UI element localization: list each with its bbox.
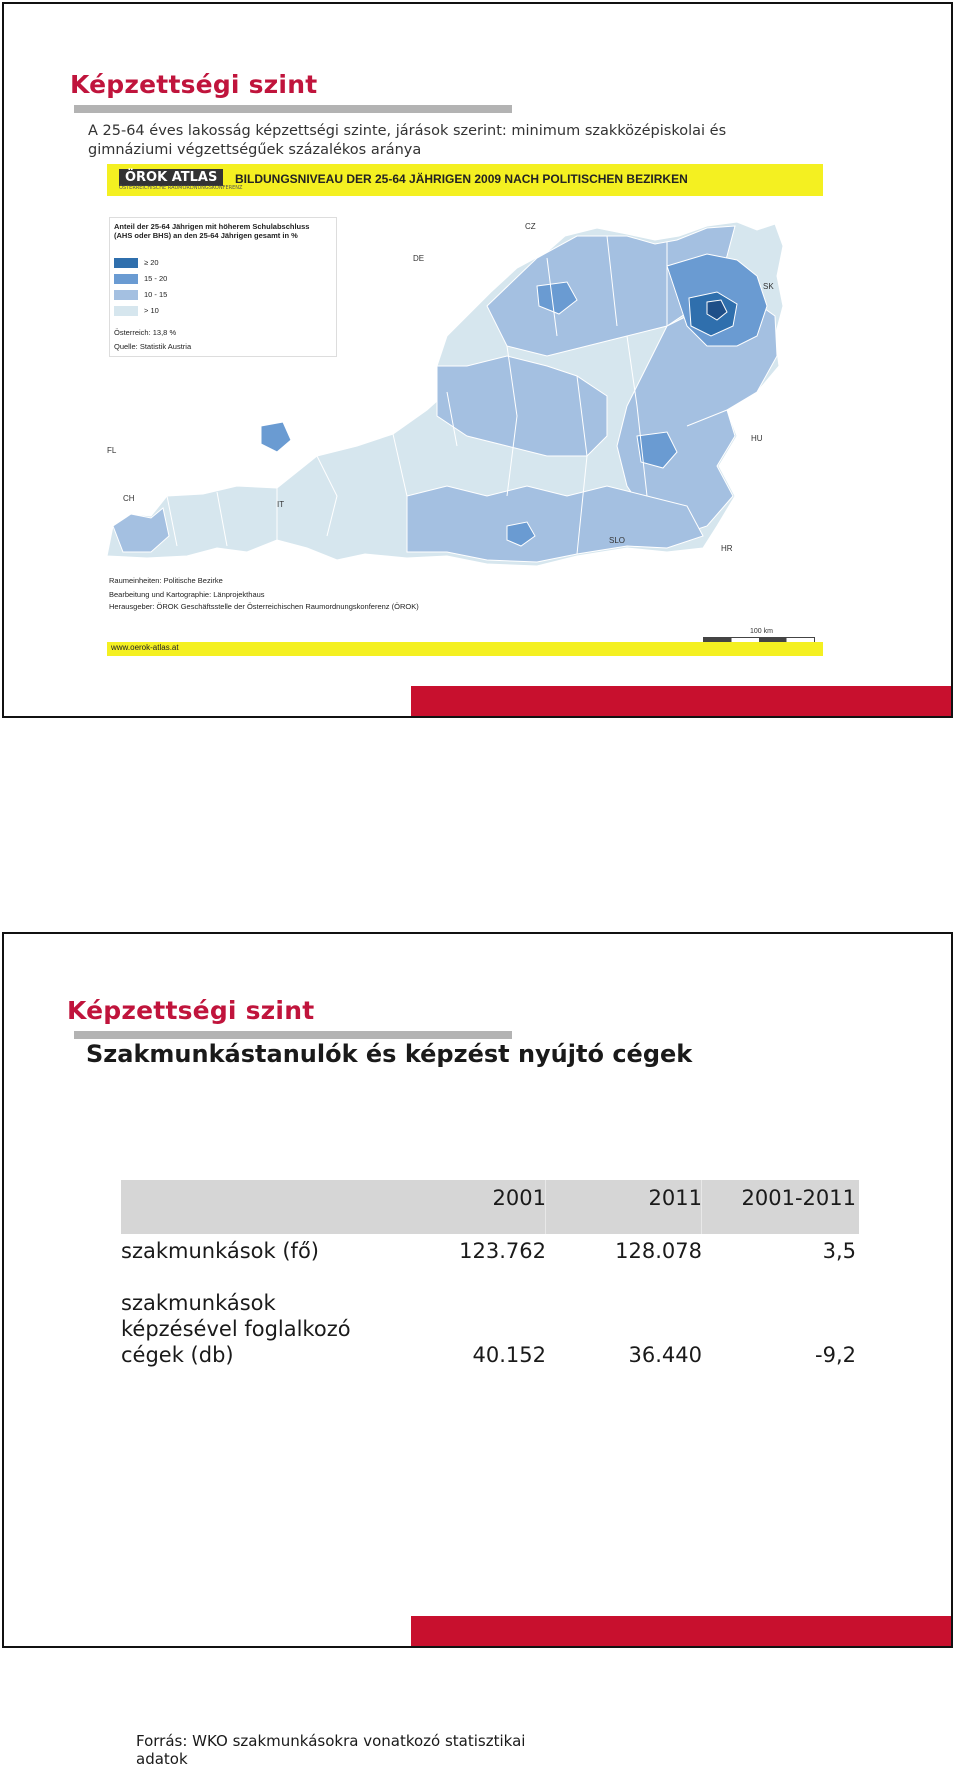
table-cell: -9,2 (815, 1343, 856, 1367)
austria-average: Österreich: 13,8 % (114, 328, 177, 337)
column-header: 2001-2011 (741, 1186, 856, 1210)
region-innsbruck (261, 422, 291, 452)
map-footer-publisher: Herausgeber: ÖROK Geschäftsstelle der Österreichischen Raumordnungskonferenz (ÖROK) (109, 602, 419, 611)
legend-title: Anteil der 25-64 Jährigen mit höherem Schulabschluss (AHS oder BHS) an den 25-64 Jährigen gesamt in % (114, 222, 310, 240)
map-legend (109, 217, 337, 357)
title-underline (74, 105, 512, 113)
map-footer-units: Raumeinheiten: Politische Bezirke (109, 576, 223, 585)
legend-label: > 10 (144, 306, 159, 315)
legend-swatch (114, 274, 138, 284)
row-label-line: képzésével foglalkozó (121, 1317, 351, 1341)
country-label: CH (123, 494, 135, 503)
scale-label: 100 km (750, 628, 773, 635)
slide-2 (2, 932, 953, 1768)
country-label: HU (751, 434, 763, 443)
slide-1 (2, 2, 953, 718)
map-footer-cartography: Bearbeitung und Kartographie: Länprojekthaus (109, 590, 265, 599)
row-label: szakmunkások (fő) (121, 1239, 319, 1263)
table-cell: 128.078 (615, 1239, 702, 1263)
legend-swatch (114, 258, 138, 268)
column-header: 2001 (492, 1186, 546, 1210)
legend-label: 10 - 15 (144, 290, 168, 299)
map-header (107, 164, 823, 196)
legend-label: ≥ 20 (144, 258, 159, 267)
country-label: HR (721, 544, 733, 553)
legend-swatch (114, 290, 138, 300)
source-note: Forrás: WKO szakmunkásokra vonatkozó statisztikai adatok (136, 1732, 526, 1768)
legend-item (114, 274, 167, 285)
table-cell: 40.152 (472, 1343, 546, 1367)
table-cell: 123.762 (459, 1239, 546, 1263)
legend-swatch (114, 306, 138, 316)
table-title: Szakmunkástanulók és képzést nyújtó cégek (86, 1040, 693, 1068)
table-cell: 36.440 (628, 1343, 702, 1367)
orok-logo: ÖROK ATLAS (119, 169, 223, 186)
country-label: DE (413, 254, 425, 263)
row-label-line: cégek (db) (121, 1343, 234, 1367)
accent-bar (411, 1616, 951, 1646)
title-underline (74, 1031, 512, 1039)
slide-subtitle: A 25-64 éves lakosság képzettségi szinte, járások szerint: minimum szakközépiskolai és gimnáziumi végzettségűek százalékos aránya (88, 123, 727, 158)
column-header: 2011 (648, 1186, 702, 1210)
orok-logo-subtitle: ÖSTERREICHISCHE RAUMORDNUNGSKONFERENZ (119, 185, 243, 191)
map-title: BILDUNGSNIVEAU DER 25-64 JÄHRIGEN 2009 NACH POLITISCHEN BEZIRKEN (235, 172, 688, 186)
legend-item (114, 290, 167, 301)
legend-item (114, 306, 159, 317)
accent-bar (411, 686, 951, 716)
row-label-line: szakmunkások (121, 1291, 276, 1315)
slide-title: Képzettségi szint (67, 996, 315, 1025)
country-label: IT (277, 500, 285, 509)
country-label: SLO (609, 536, 626, 545)
legend-item (114, 258, 159, 269)
slide-title: Képzettségi szint (70, 70, 318, 99)
country-label: SK (763, 282, 774, 291)
country-label: CZ (525, 222, 536, 231)
legend-source: Quelle: Statistik Austria (114, 342, 192, 351)
legend-label: 15 - 20 (144, 274, 168, 283)
map-url-bar (107, 642, 823, 656)
austria-map (107, 164, 823, 656)
table-cell: 3,5 (822, 1239, 856, 1263)
country-label: FL (107, 446, 117, 455)
map-url: www.oerok-atlas.at (111, 643, 179, 652)
